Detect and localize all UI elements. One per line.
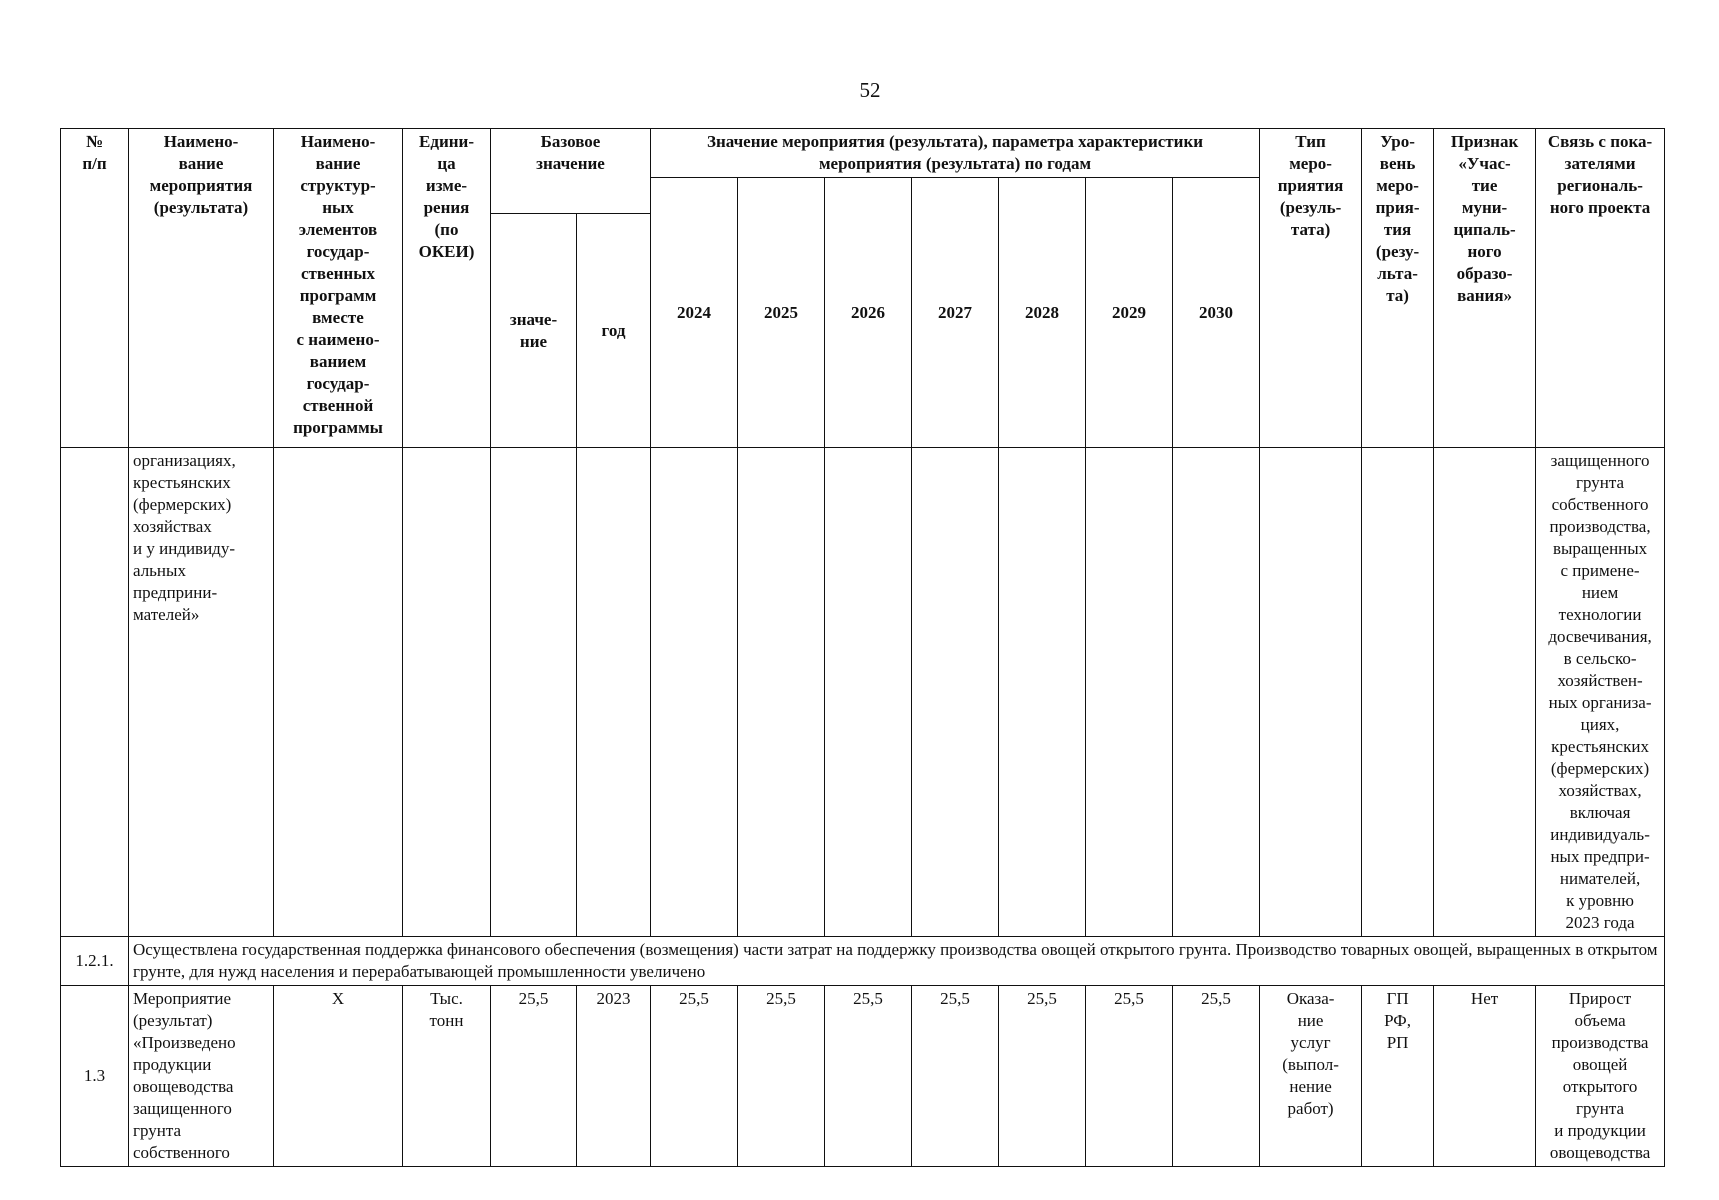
task-text: Осуществлена государственная поддержка финансового обеспечения (возмещения) части затрат на поддержку производства овощей открытого грунта. Производство товарных овощей, выращенных в открытом грунте, для нужд населения и перерабатывающей промышленности увеличено: [129, 937, 1665, 986]
cont-2030: [1173, 448, 1260, 937]
row-unit: Тыс. тонн: [403, 986, 491, 1167]
header-link: Связь с пока- зателями региональ- ного проекта: [1536, 129, 1665, 448]
table-row: [61, 448, 1665, 937]
cont-base-value: [491, 448, 577, 937]
header-name: Наимено- вание мероприятия (результата): [129, 129, 274, 448]
header-type: Тип меро- приятия (резуль- тата): [1260, 129, 1362, 448]
header-level: Уро- вень меро- прия- тия (резу- льта- та): [1362, 129, 1434, 448]
row-base-year: 2023: [577, 986, 651, 1167]
cont-name: организациях, крестьянских (фермерских) хозяйствах и у индивиду- альных предприни- мателей»: [129, 448, 274, 937]
cont-2029: [1086, 448, 1173, 937]
header-year-2030: 2030: [1173, 178, 1260, 448]
cont-unit: [403, 448, 491, 937]
header-year-2028: 2028: [999, 178, 1086, 448]
row-struct: X: [274, 986, 403, 1167]
row-value-2026: 25,5: [825, 986, 912, 1167]
task-num: 1.2.1.: [61, 937, 129, 986]
row-level: ГП РФ, РП: [1362, 986, 1434, 1167]
header-num: № п/п: [61, 129, 129, 448]
row-sign: Нет: [1434, 986, 1536, 1167]
header-sign: Признак «Учас- тие муни- ципаль- ного образо- вания»: [1434, 129, 1536, 448]
header-struct: Наимено- вание структур- ных элементов государ- ственных программ вместе с наимено- ванием государ- ственной программы: [274, 129, 403, 448]
row-num: 1.3: [61, 986, 129, 1167]
cont-2027: [912, 448, 999, 937]
row-value-2028: 25,5: [999, 986, 1086, 1167]
row-value-2030: 25,5: [1173, 986, 1260, 1167]
header-base-year: год: [577, 214, 651, 448]
header-year-2024: 2024: [651, 178, 738, 448]
row-value-2025: 25,5: [738, 986, 825, 1167]
header-year-2027: 2027: [912, 178, 999, 448]
cont-2024: [651, 448, 738, 937]
cont-2028: [999, 448, 1086, 937]
cont-2026: [825, 448, 912, 937]
header-year-2029: 2029: [1086, 178, 1173, 448]
cont-num: [61, 448, 129, 937]
cont-type: [1260, 448, 1362, 937]
cont-struct: [274, 448, 403, 937]
header-base-value: значе- ние: [491, 214, 577, 448]
header-year-2025: 2025: [738, 178, 825, 448]
row-value-2024: 25,5: [651, 986, 738, 1167]
row-link: Прирост объема производства овощей открытого грунта и продукции овощеводства: [1536, 986, 1665, 1167]
table-row: [61, 986, 1665, 1167]
header-row: [61, 129, 1665, 178]
row-type: Оказа- ние услуг (выпол- нение работ): [1260, 986, 1362, 1167]
header-base: Базовое значение: [491, 129, 651, 214]
cont-sign: [1434, 448, 1536, 937]
cont-base-year: [577, 448, 651, 937]
page-number: 52: [859, 78, 881, 102]
row-base-value: 25,5: [491, 986, 577, 1167]
cont-level: [1362, 448, 1434, 937]
cont-link: защищенного грунта собственного производства, выращенных с примене- нием технологии досвечивания, в сельско- хозяйствен- ных организа- циях, крестьянских (фермерских) хозяйствах, включая индивидуаль- ных предпри- нимателей, к уровню 2023 года: [1536, 448, 1665, 937]
header-years-group: Значение мероприятия (результата), параметра характеристики мероприятия (результата) по годам: [651, 129, 1260, 178]
header-year-2026: 2026: [825, 178, 912, 448]
cont-2025: [738, 448, 825, 937]
row-name: Мероприятие (результат) «Произведено продукции овощеводства защищенного грунта собственного: [129, 986, 274, 1167]
header-unit: Едини- ца изме- рения (по ОКЕИ): [403, 129, 491, 448]
row-value-2027: 25,5: [912, 986, 999, 1167]
table-row: [61, 937, 1665, 986]
document-table: [60, 128, 1665, 1167]
row-value-2029: 25,5: [1086, 986, 1173, 1167]
